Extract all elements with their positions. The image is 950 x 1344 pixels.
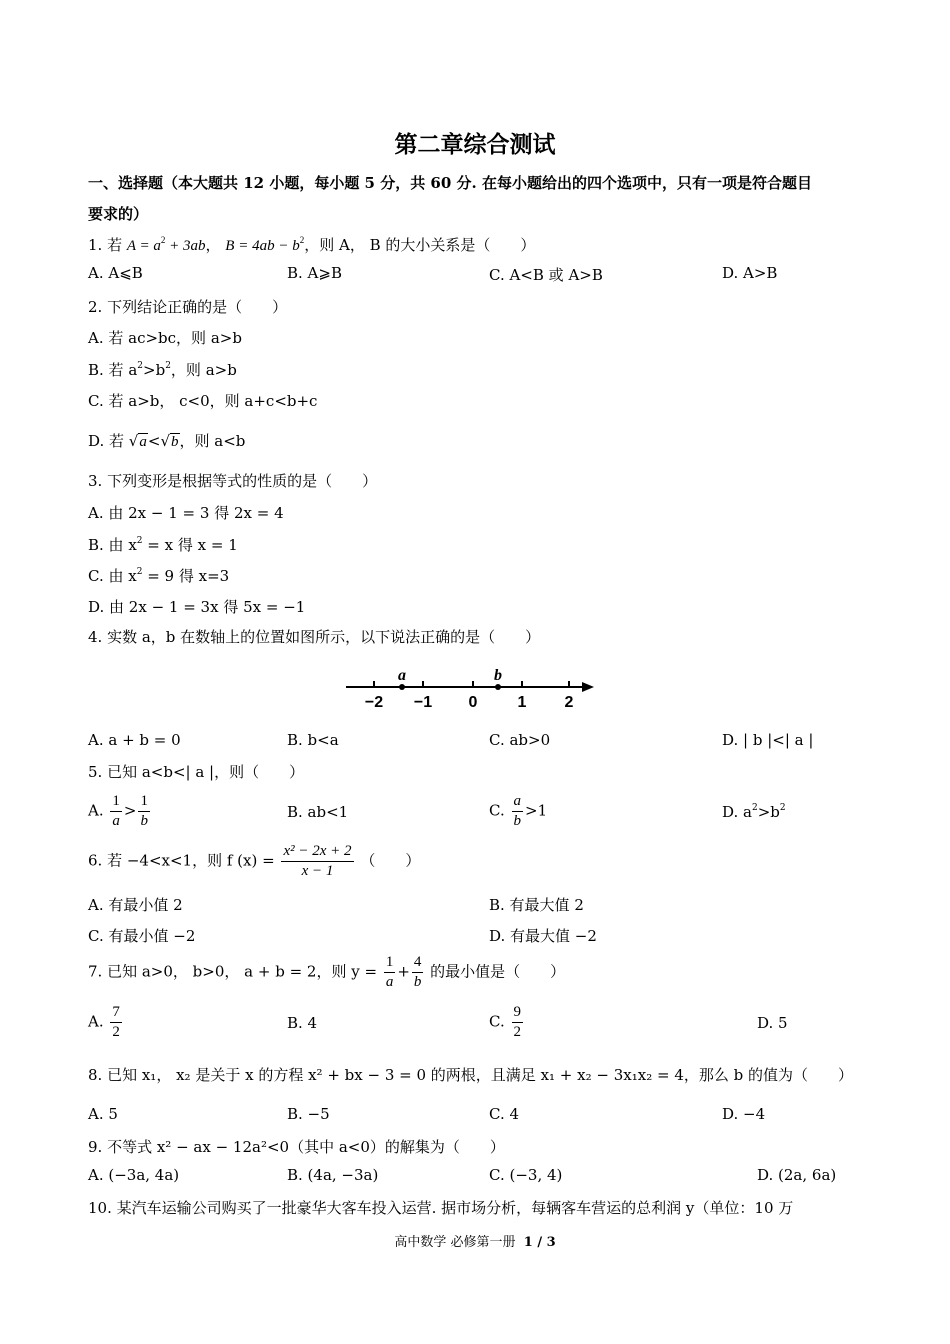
fraction: $\frac{1}{b}$	[140, 793, 148, 829]
q7-option-d: D. 5	[757, 1014, 788, 1032]
q4-option-a: A. a + b = 0	[88, 731, 181, 749]
question-5-stem: 5. 已知 a<b<| a |，则（ ）	[88, 763, 305, 781]
section-heading-cont: 要求的）	[88, 205, 149, 223]
q6-option-a: A. 有最小值 2	[88, 896, 183, 914]
fraction: $\frac{a}{b}$	[513, 793, 521, 829]
q5-option-b: B. ab<1	[287, 803, 349, 821]
tick-label-0: 0	[468, 694, 478, 711]
q5-option-a: A. $\frac{1}{a}$ > $\frac{1}{b}$	[88, 793, 148, 829]
q8-option-c: C. 4	[489, 1105, 520, 1123]
q9-option-a: A. (−3a, 4a)	[88, 1166, 180, 1184]
question-9-stem: 9. 不等式 x² − ax − 12a²<0（其中 a<0）的解集为（ ）	[88, 1138, 505, 1156]
q1-option-b: B. A⩾B	[287, 264, 342, 282]
axis-arrow	[582, 682, 594, 692]
fraction: $\frac{9}{2}$	[513, 1004, 521, 1040]
question-4-stem: 4. 实数 a，b 在数轴上的位置如图所示，以下说法正确的是（ ）	[88, 628, 541, 646]
fraction: $\frac{\text{x² − 2x + 2}}{x - 1}$	[283, 843, 352, 879]
question-6-stem: 6. 若 −4<x<1，则 f (x) = $\frac{\text{x² − 2x + 2}}{x - 1}$ （ ）	[88, 843, 421, 879]
q3-option-c: C. 由 $x^2 = 9$ 得 x=3	[88, 567, 230, 585]
q5-option-c: C. $\frac{a}{b}$ >1	[489, 793, 548, 829]
section-heading: 一、选择题（本大题共 12 小题，每小题 5 分，共 60 分. 在每小题给出的四个选项中，只有一项是符合题目	[88, 174, 812, 192]
q9-option-b: B. (4a, −3a)	[287, 1166, 379, 1184]
page-footer: 高中数学 必修第一册 1 / 3	[394, 1235, 556, 1250]
q8-option-d: D. −4	[722, 1105, 766, 1123]
fraction: $\frac{7}{2}$	[112, 1004, 120, 1040]
tick-label-1: 1	[517, 694, 527, 711]
q1-option-a: A. A⩽B	[88, 264, 143, 282]
q8-option-b: B. −5	[287, 1105, 330, 1123]
q9-option-c: C. (−3, 4)	[489, 1166, 563, 1184]
point-b-label: b	[494, 667, 502, 684]
q2-option-d: D. 若 √a<√b，则 a<b	[88, 432, 246, 450]
point-a-label: a	[398, 667, 406, 684]
question-2-stem: 2. 下列结论正确的是（ ）	[88, 298, 288, 316]
question-1-stem: 1. 若 $A = a^2 + 3ab$， $B = 4ab - b^2$，则 A， B 的大小关系是（ ）	[88, 235, 536, 254]
fraction: $\frac{1}{a}$	[385, 954, 394, 990]
tick-label-minus-1: −1	[413, 694, 433, 711]
question-8-stem: 8. 已知 x₁， x₂ 是关于 x 的方程 x² + bx − 3 = 0 的两根，且满足 x₁ + x₂ − 3x₁x₂ = 4，那么 b 的值为（ ）	[88, 1066, 853, 1084]
fraction: $\frac{4}{b}$	[413, 954, 422, 990]
q6-option-c: C. 有最小值 −2	[88, 927, 196, 945]
page-number: 1 / 3	[523, 1235, 556, 1250]
q3-option-b: B. 由 $x^2 = x$ 得 x = 1	[88, 536, 238, 554]
q7-option-a: A. $\frac{7}{2}$	[88, 1004, 120, 1040]
q2-option-a: A. 若 ac>bc，则 a>b	[88, 329, 242, 347]
q7-option-c: C. $\frac{9}{2}$	[489, 1004, 521, 1040]
q4-option-b: B. b<a	[287, 731, 339, 749]
point-a	[399, 684, 405, 690]
number-line-figure	[340, 662, 600, 712]
q3-option-d: D. 由 2x − 1 = 3x 得 5x = −1	[88, 598, 306, 616]
q2-option-c: C. 若 a>b， c<0，则 a+c<b+c	[88, 392, 318, 410]
q6-option-b: B. 有最大值 2	[489, 896, 584, 914]
page-title: 第二章综合测试	[394, 131, 556, 158]
q8-option-a: A. 5	[88, 1105, 118, 1123]
q4-option-c: C. ab>0	[489, 731, 551, 749]
q7-option-b: B. 4	[287, 1014, 318, 1032]
q3-option-a: A. 由 2x − 1 = 3 得 2x = 4	[88, 504, 284, 522]
point-b	[495, 684, 501, 690]
question-3-stem: 3. 下列变形是根据等式的性质的是（ ）	[88, 472, 378, 490]
q4-option-d: D. | b |<| a |	[722, 731, 814, 749]
fraction: $\frac{1}{a}$	[112, 793, 120, 829]
tick-label-2: 2	[564, 694, 574, 711]
q2-option-b: B. 若 $a^2>b^2$，则 a>b	[88, 361, 237, 379]
question-7-stem: 7. 已知 a>0， b>0， a + b = 2，则 y = $\frac{1}{a}$ + $\frac{4}{b}$ 的最小值是（ ）	[88, 954, 566, 990]
q5-option-d: D. $a^2>b^2$	[722, 803, 786, 821]
q1-option-c: C. A<B 或 A>B	[489, 266, 603, 284]
q9-option-d: D. (2a, 6a)	[757, 1166, 837, 1184]
question-10-stem: 10. 某汽车运输公司购买了一批豪华大客车投入运营. 据市场分析，每辆客车营运的总利润 y（单位：10 万	[88, 1199, 794, 1217]
q1-option-d: D. A>B	[722, 264, 778, 282]
tick-label-minus-2: −2	[364, 694, 384, 711]
q6-option-d: D. 有最大值 −2	[489, 927, 597, 945]
